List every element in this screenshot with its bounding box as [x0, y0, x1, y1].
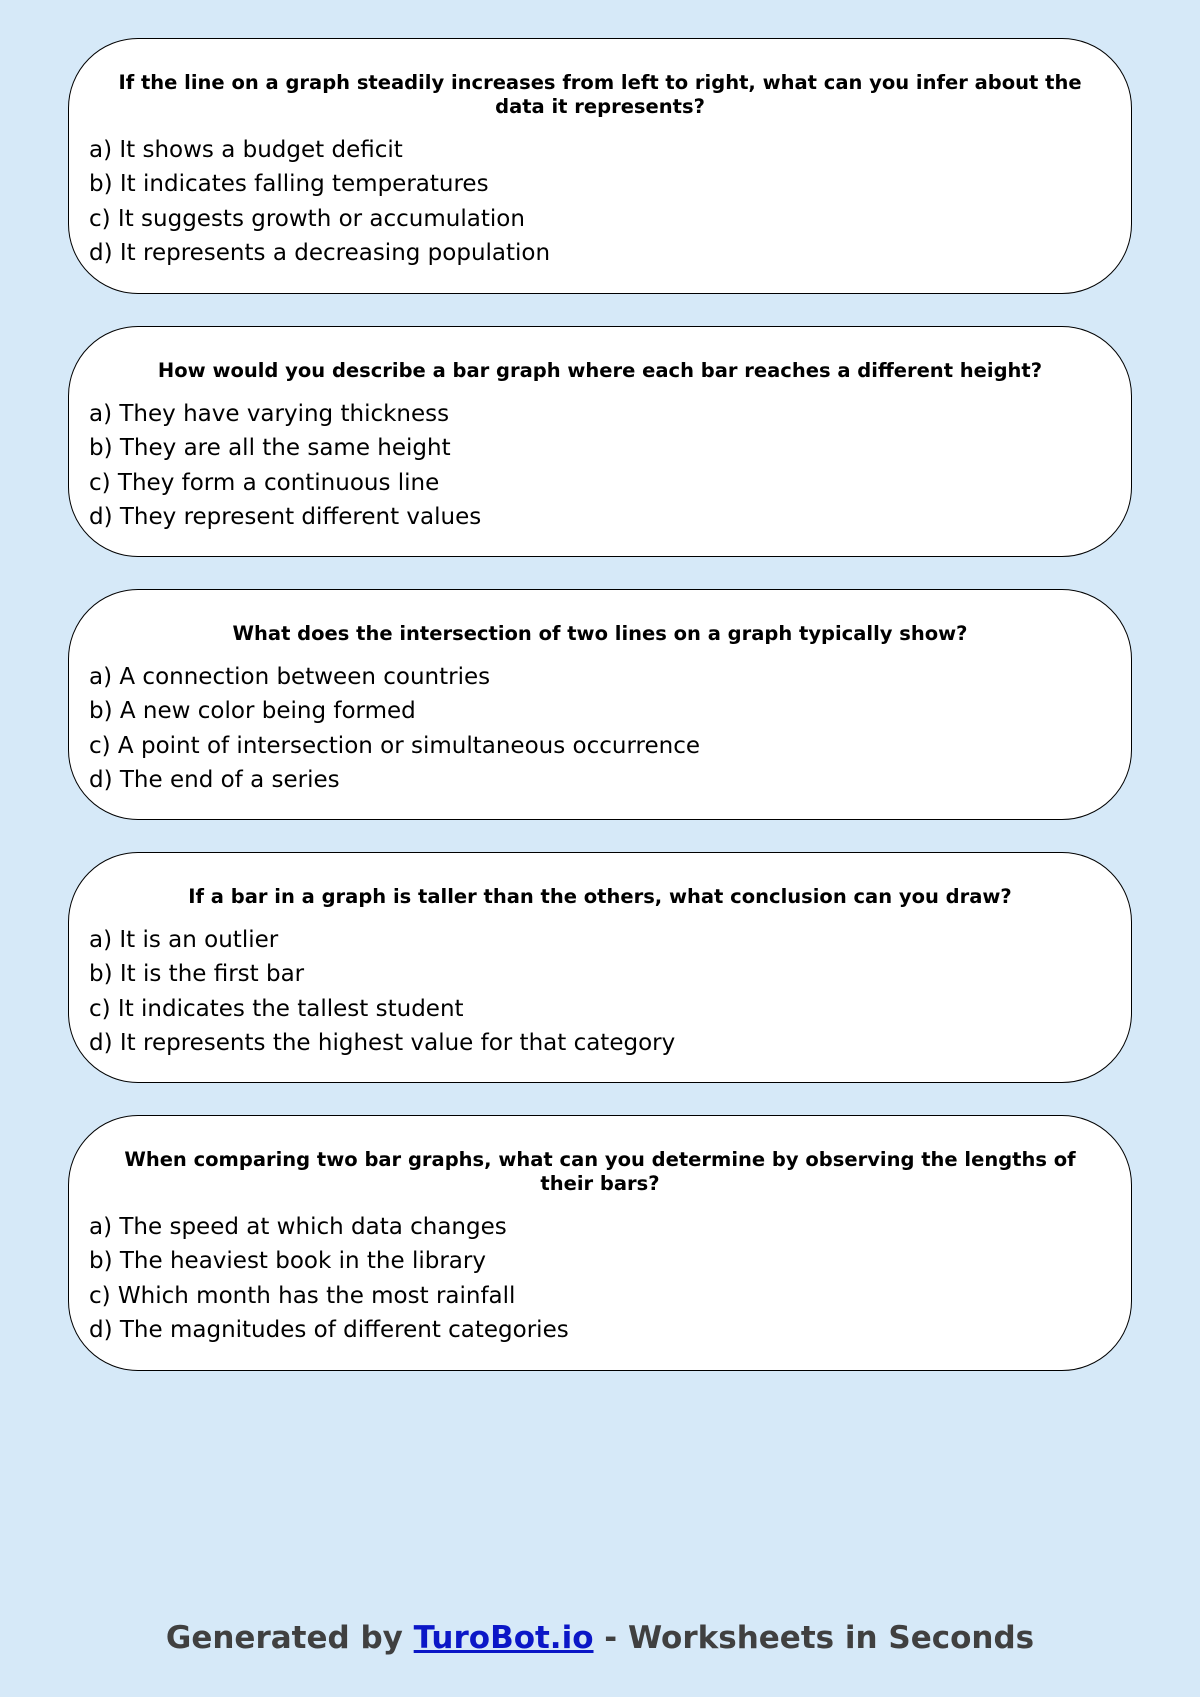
answer-option-a: a) The speed at which data changes: [89, 1214, 507, 1240]
question-list: [68, 38, 1132, 1403]
answer-option-d: d) They represent different values: [89, 503, 482, 530]
question-card-5: [68, 1115, 1132, 1371]
footer-suffix: - Worksheets in Seconds: [593, 1620, 1035, 1656]
answer-options: [89, 660, 1111, 797]
answer-options: [89, 1210, 1111, 1347]
question-card-1: [68, 38, 1132, 294]
footer-prefix: Generated by: [165, 1620, 414, 1656]
answer-option-b: b) A new color being formed: [89, 698, 416, 725]
answer-option-b: b) It indicates falling temperatures: [89, 171, 489, 198]
answer-option-a: a) A connection between countries: [89, 664, 491, 690]
answer-option-b: b) The heaviest book in the library: [89, 1248, 486, 1275]
answer-option-c: c) It indicates the tallest student: [89, 995, 464, 1022]
answer-option-c: c) Which month has the most rainfall: [89, 1282, 516, 1309]
turobot-link[interactable]: TuroBot.io: [413, 1620, 594, 1656]
answer-option-b: b) They are all the same height: [89, 435, 451, 462]
question-text: If a bar in a graph is taller than the others, what conclusion can you draw?: [188, 885, 1012, 908]
answer-option-c: c) It suggests growth or accumulation: [89, 205, 525, 232]
answer-option-d: d) The end of a series: [89, 766, 340, 793]
answer-option-d: d) It represents a decreasing population: [89, 239, 551, 266]
answer-option-a: a) It shows a budget deficit: [89, 137, 403, 163]
question-card-2: [68, 326, 1132, 557]
answer-option-d: d) It represents the highest value for that category: [89, 1029, 676, 1056]
answer-option-a: a) It is an outlier: [89, 927, 279, 953]
answer-option-b: b) It is the first bar: [89, 961, 305, 988]
question-text: How would you describe a bar graph where each bar reaches a different height?: [157, 359, 1043, 382]
answer-options: [89, 133, 1111, 270]
answer-option-a: a) They have varying thickness: [89, 401, 450, 427]
answer-option-c: c) A point of intersection or simultaneous occurrence: [89, 732, 700, 759]
footer-credit: [0, 1620, 1200, 1656]
question-card-4: [68, 852, 1132, 1083]
question-text: If the line on a graph steadily increases from left to right, what can you infer about the data it represents?: [118, 71, 1082, 118]
answer-options: [89, 397, 1111, 534]
question-card-3: [68, 589, 1132, 820]
question-text: What does the intersection of two lines on a graph typically show?: [232, 622, 968, 645]
question-text: When comparing two bar graphs, what can you determine by observing the lengths of their bars?: [124, 1148, 1076, 1195]
answer-option-c: c) They form a continuous line: [89, 469, 440, 496]
answer-option-d: d) The magnitudes of different categories: [89, 1316, 569, 1343]
answer-options: [89, 923, 1111, 1060]
